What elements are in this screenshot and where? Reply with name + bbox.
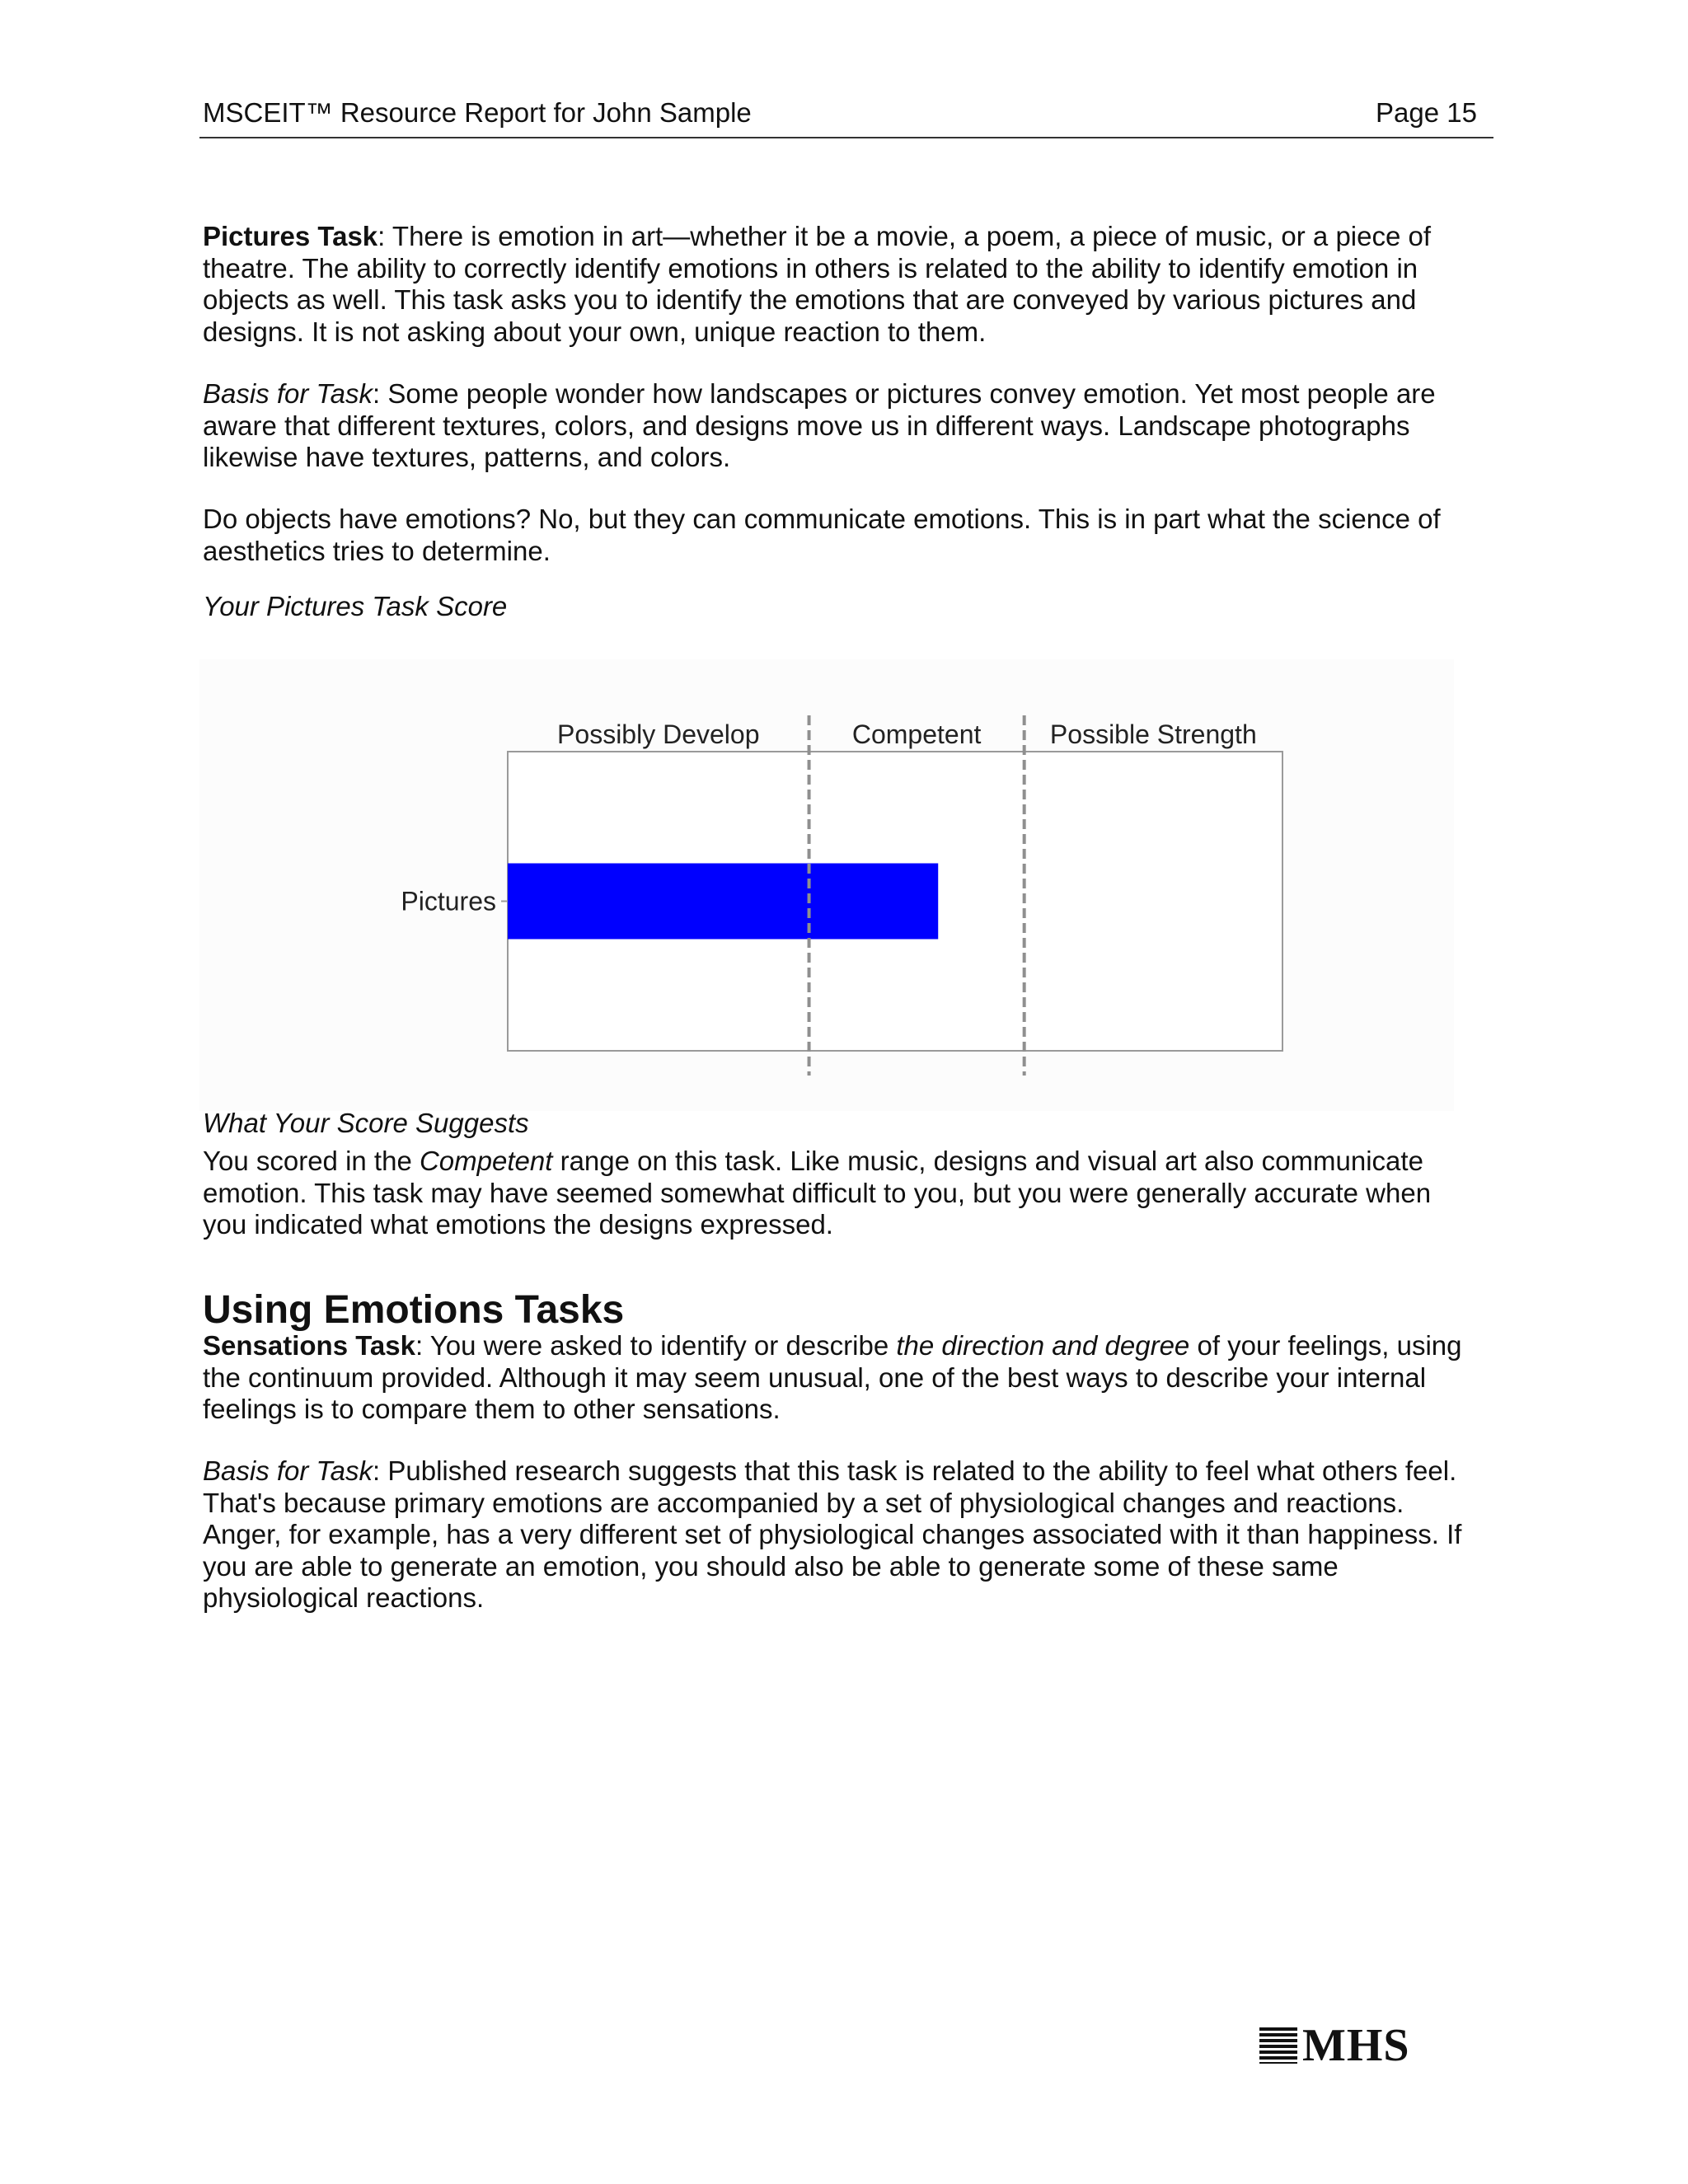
mhs-logo <box>1259 2021 1410 2070</box>
sensations-emphasis: the direction and degree <box>896 1330 1190 1361</box>
pictures-task-text: : There is emotion in art—whether it be a movie, a poem, a piece of music, or a piece of theatre. The ability to correctly identify emotions in others is related to the ability to identify emotion in objects as well. This task asks you to identify the emotions that are conveyed by various pictures and designs. It is not asking about your own, unique reaction to them. <box>203 221 1432 347</box>
section-heading: Using Emotions Tasks <box>203 1288 625 1332</box>
basis-pictures-text: : Some people wonder how landscapes or pictures convey emotion. Yet most people are aware that different textures, colors, and designs move us in different ways. Landscape photographs likewise have textures, patterns, and colors. <box>203 378 1436 472</box>
suggests-paragraph <box>203 1146 1472 1241</box>
suggests-heading: What Your Score Suggests <box>203 1108 529 1138</box>
range-label-possibly-develop: Possibly Develop <box>557 719 760 749</box>
bar-pictures <box>508 864 938 940</box>
category-labels-layer <box>401 887 508 916</box>
objects-paragraph: Do objects have emotions? No, but they can communicate emotions. This is in part what the science of aesthetics tries to determine. <box>203 504 1441 566</box>
pictures-task-label: Pictures Task <box>203 221 378 251</box>
category-label-pictures: Pictures <box>401 886 496 916</box>
pictures-task-paragraph <box>203 221 1472 348</box>
bars-layer <box>508 864 938 940</box>
suggests-post: range on this task. Like music, designs and visual art also communicate emotion. This task may have seemed somewhat difficult to you, but you were generally accurate when you indicated what emotions the designs expressed. <box>203 1146 1432 1240</box>
sensations-task-label: Sensations Task <box>203 1330 415 1361</box>
score-heading: Your Pictures Task Score <box>203 591 508 621</box>
basis-sensations-text: : Published research suggests that this task is related to the ability to feel what others feel. That's because primary emotions are accompanied by a set of physiological changes and reactions. Anger, for example, has a very different set of physiological changes associated with it than happiness. If you are able to generate an emotion, you should also be able to generate some of these same physiological reactions. <box>203 1455 1462 1613</box>
pictures-score-chart <box>199 659 1454 1111</box>
report-title: MSCEIT™ Resource Report for John Sample <box>203 97 752 128</box>
sensations-post: of your feelings, using the continuum provided. Although it may seem unusual, one of the best ways to describe your internal feelings is to compare them to other sensations. <box>203 1330 1462 1424</box>
range-labels-layer <box>557 719 1257 749</box>
sensations-pre: : You were asked to identify or describe <box>415 1330 897 1361</box>
page-header <box>199 97 1493 138</box>
basis-sensations-paragraph <box>203 1455 1472 1615</box>
suggests-pre: You scored in the <box>203 1146 420 1176</box>
mhs-logo-text: MHS <box>1302 2020 1410 2071</box>
range-label-competent: Competent <box>851 719 982 749</box>
page-number: Page 15 <box>1376 97 1477 128</box>
mhs-stripes-icon <box>1259 2027 1297 2064</box>
chart-svg <box>199 659 1454 1111</box>
basis-sensations-label: Basis for Task <box>203 1455 373 1486</box>
suggests-emphasis: Competent <box>419 1146 553 1176</box>
sensations-task-paragraph <box>203 1330 1472 1426</box>
range-label-possible-strength: Possible Strength <box>1049 719 1257 749</box>
basis-pictures-label: Basis for Task <box>203 378 373 409</box>
basis-pictures-paragraph <box>203 378 1472 474</box>
